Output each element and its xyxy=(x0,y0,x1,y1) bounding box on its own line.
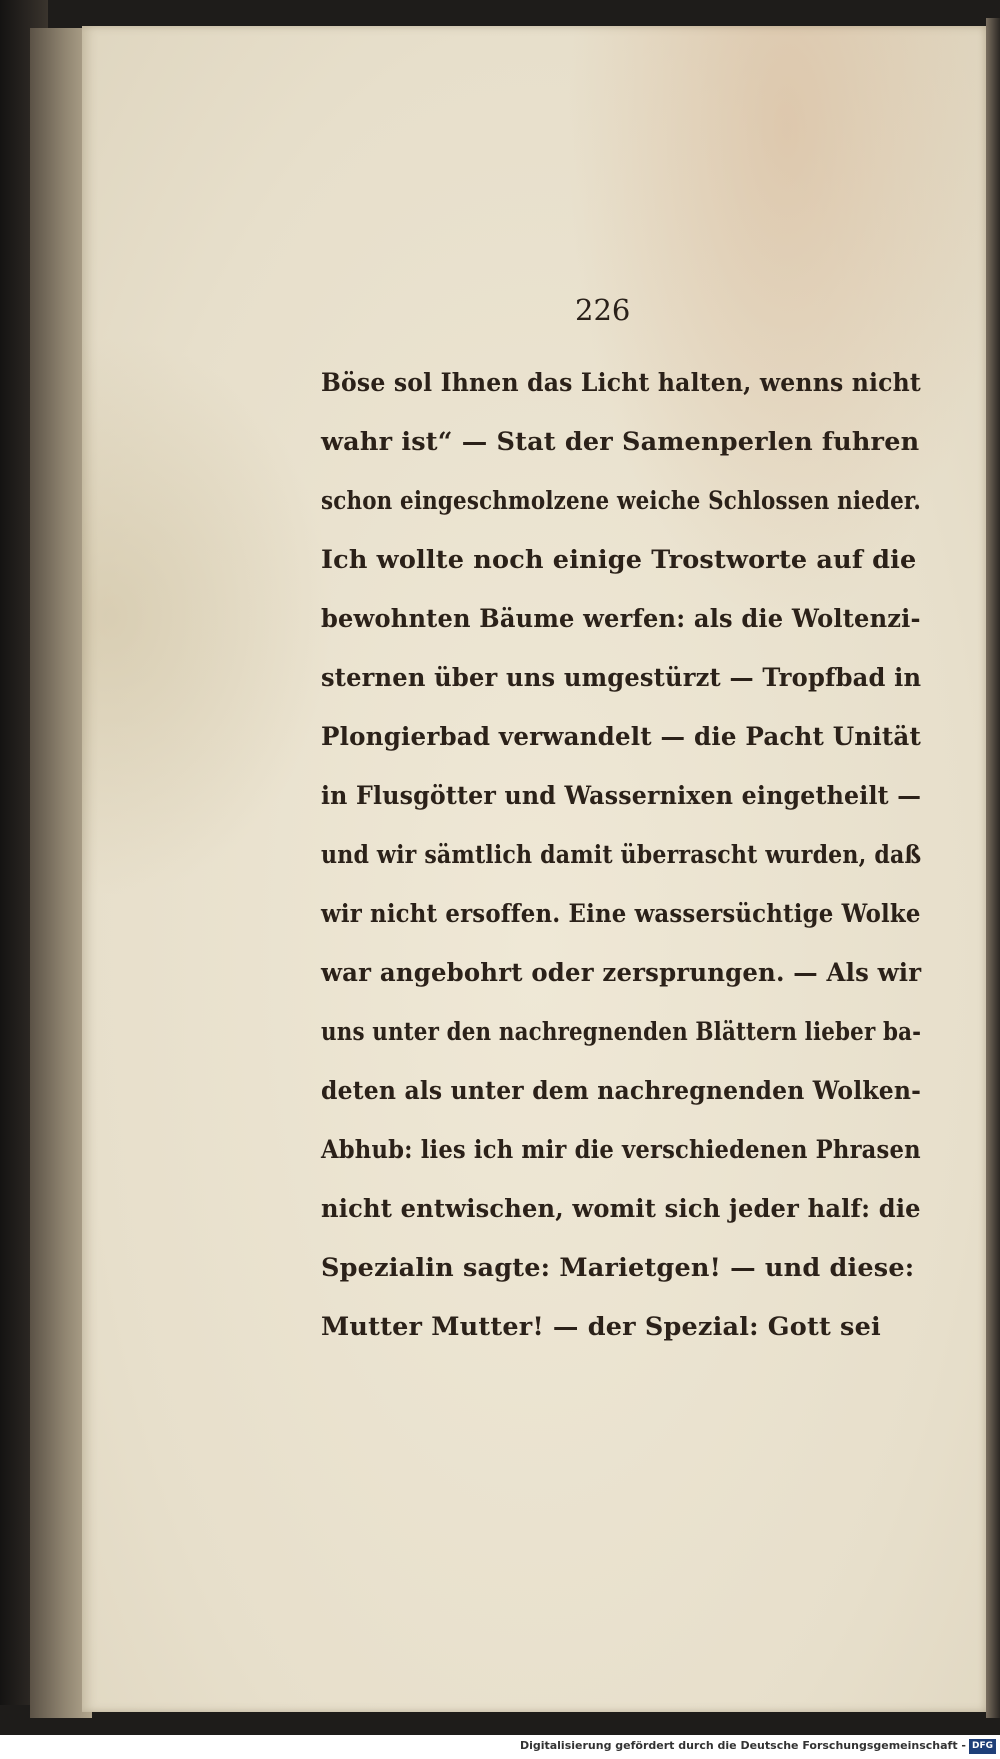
text-line: Ich wollte noch einige Trostworte auf die xyxy=(321,545,917,575)
text-line: Mutter Mutter! — der Spezial: Gott sei xyxy=(321,1312,881,1342)
text-line: Böse sol Ihnen das Licht halten, wenns nicht xyxy=(321,368,921,398)
digitization-credit: Digitalisierung gefördert durch die Deutsche Forschungsgemeinschaft - xyxy=(519,1739,966,1752)
text-line: schon eingeschmolzene weiche Schlossen nieder. xyxy=(321,486,922,516)
dfg-logo: DFG xyxy=(969,1739,996,1754)
text-line: uns unter den nachregnenden Blättern lieber ba- xyxy=(321,1017,922,1047)
text-line: in Flusgötter und Wassernixen eingetheilt — xyxy=(321,781,922,811)
text-line: wahr ist“ — Stat der Samenperlen fuhren xyxy=(321,427,920,457)
text-line: wir nicht ersoffen. Eine wassersüchtige Wolke xyxy=(321,899,921,929)
text-line: deten als unter dem nachregnenden Wolken- xyxy=(321,1076,922,1106)
text-line: und wir sämtlich damit überrascht wurden, daß xyxy=(321,840,922,870)
text-line: Abhub: lies ich mir die verschiedenen Phrasen xyxy=(321,1135,921,1165)
text-line: sternen über uns umgestürzt — Tropfbad in xyxy=(321,663,922,693)
text-line: war angebohrt oder zersprungen. — Als wir xyxy=(321,958,922,988)
text-line: Plongierbad verwandelt — die Pacht Unität xyxy=(321,722,922,752)
text-line: nicht entwischen, womit sich jeder half: die xyxy=(321,1194,921,1224)
scan-background-right xyxy=(986,18,1000,1718)
footer-bar xyxy=(0,1735,1000,1759)
text-line: Spezialin sagte: Marietgen! — und diese: xyxy=(321,1253,915,1283)
page-number: 226 xyxy=(575,293,631,327)
body-text xyxy=(321,354,921,1357)
text-line: bewohnten Bäume werfen: als die Woltenzi- xyxy=(321,604,921,634)
